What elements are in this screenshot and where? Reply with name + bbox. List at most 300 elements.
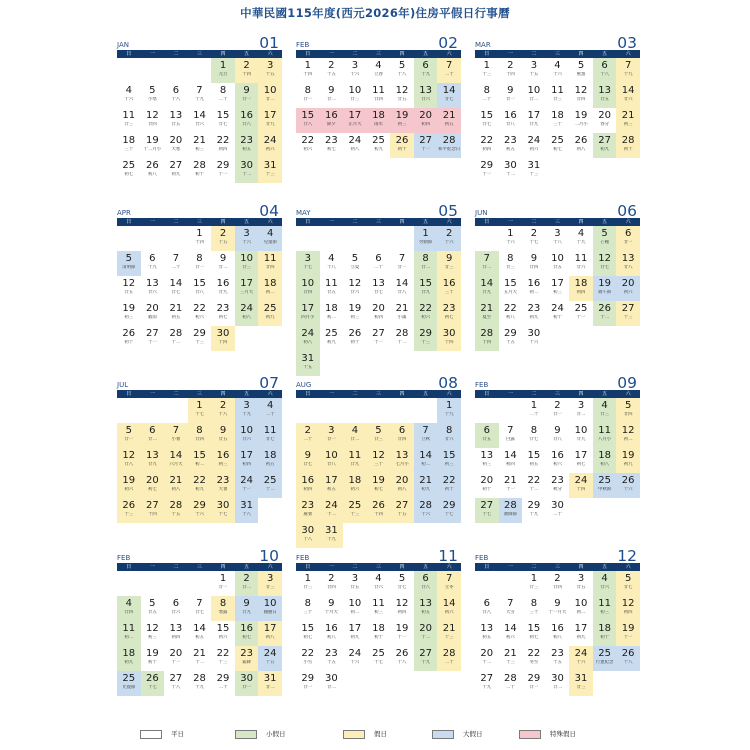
day-cell[interactable] [117, 423, 141, 448]
day-cell[interactable] [437, 251, 461, 276]
day-cell[interactable] [616, 621, 640, 646]
day-cell[interactable] [414, 251, 438, 276]
day-cell[interactable] [593, 276, 617, 301]
day-cell[interactable] [546, 473, 570, 498]
day-cell[interactable] [320, 473, 344, 498]
day-cell[interactable] [522, 133, 546, 158]
day-cell[interactable] [188, 326, 212, 351]
day-cell[interactable] [164, 108, 188, 133]
day-cell[interactable] [414, 448, 438, 473]
day-cell[interactable] [320, 448, 344, 473]
day-cell[interactable] [414, 596, 438, 621]
day-cell[interactable] [164, 83, 188, 108]
day-cell[interactable] [211, 621, 235, 646]
day-cell[interactable] [141, 473, 165, 498]
day-cell[interactable] [522, 448, 546, 473]
day-cell[interactable] [235, 251, 259, 276]
day-cell[interactable] [320, 58, 344, 83]
day-cell[interactable] [258, 276, 282, 301]
day-cell[interactable] [414, 498, 438, 523]
day-cell[interactable] [546, 498, 570, 523]
day-cell[interactable] [414, 58, 438, 83]
day-cell[interactable] [593, 448, 617, 473]
day-cell[interactable] [475, 251, 499, 276]
day-cell[interactable] [343, 276, 367, 301]
day-cell[interactable] [188, 646, 212, 671]
day-cell[interactable] [258, 646, 282, 671]
day-cell[interactable] [593, 571, 617, 596]
day-cell[interactable] [593, 423, 617, 448]
day-cell[interactable] [367, 108, 391, 133]
day-cell[interactable] [522, 571, 546, 596]
day-cell[interactable] [211, 133, 235, 158]
day-cell[interactable] [141, 423, 165, 448]
day-cell[interactable] [320, 83, 344, 108]
day-cell[interactable] [569, 473, 593, 498]
day-cell[interactable] [188, 251, 212, 276]
day-cell[interactable] [211, 226, 235, 251]
day-cell[interactable] [296, 251, 320, 276]
day-cell[interactable] [235, 473, 259, 498]
day-cell[interactable] [414, 301, 438, 326]
day-cell[interactable] [616, 571, 640, 596]
day-cell[interactable] [499, 251, 523, 276]
day-cell[interactable] [437, 226, 461, 251]
day-cell[interactable] [343, 596, 367, 621]
day-cell[interactable] [235, 671, 259, 696]
day-cell[interactable] [188, 133, 212, 158]
day-cell[interactable] [211, 448, 235, 473]
day-cell[interactable] [569, 276, 593, 301]
day-cell[interactable] [499, 326, 523, 351]
day-cell[interactable] [593, 83, 617, 108]
day-cell[interactable] [296, 83, 320, 108]
day-cell[interactable] [499, 108, 523, 133]
day-cell[interactable] [235, 276, 259, 301]
day-cell[interactable] [188, 671, 212, 696]
day-cell[interactable] [522, 276, 546, 301]
day-cell[interactable] [141, 671, 165, 696]
day-cell[interactable] [164, 158, 188, 183]
day-cell[interactable] [141, 251, 165, 276]
day-cell[interactable] [522, 423, 546, 448]
day-cell[interactable] [475, 83, 499, 108]
day-cell[interactable] [296, 596, 320, 621]
day-cell[interactable] [593, 251, 617, 276]
day-cell[interactable] [546, 301, 570, 326]
day-cell[interactable] [437, 596, 461, 621]
day-cell[interactable] [390, 251, 414, 276]
day-cell[interactable] [367, 326, 391, 351]
day-cell[interactable] [475, 158, 499, 183]
day-cell[interactable] [546, 571, 570, 596]
day-cell[interactable] [437, 326, 461, 351]
day-cell[interactable] [569, 671, 593, 696]
day-cell[interactable] [188, 423, 212, 448]
day-cell[interactable] [164, 621, 188, 646]
day-cell[interactable] [211, 473, 235, 498]
day-cell[interactable] [390, 276, 414, 301]
day-cell[interactable] [211, 158, 235, 183]
day-cell[interactable] [164, 301, 188, 326]
day-cell[interactable] [235, 58, 259, 83]
day-cell[interactable] [320, 646, 344, 671]
day-cell[interactable] [164, 596, 188, 621]
day-cell[interactable] [296, 646, 320, 671]
day-cell[interactable] [522, 398, 546, 423]
day-cell[interactable] [117, 133, 141, 158]
day-cell[interactable] [616, 596, 640, 621]
day-cell[interactable] [475, 423, 499, 448]
day-cell[interactable] [211, 671, 235, 696]
day-cell[interactable] [211, 596, 235, 621]
day-cell[interactable] [616, 58, 640, 83]
day-cell[interactable] [164, 671, 188, 696]
day-cell[interactable] [414, 83, 438, 108]
day-cell[interactable] [475, 498, 499, 523]
day-cell[interactable] [367, 83, 391, 108]
day-cell[interactable] [367, 473, 391, 498]
day-cell[interactable] [546, 83, 570, 108]
day-cell[interactable] [522, 301, 546, 326]
day-cell[interactable] [616, 448, 640, 473]
day-cell[interactable] [522, 83, 546, 108]
day-cell[interactable] [141, 326, 165, 351]
day-cell[interactable] [390, 326, 414, 351]
day-cell[interactable] [164, 498, 188, 523]
day-cell[interactable] [211, 571, 235, 596]
day-cell[interactable] [593, 58, 617, 83]
day-cell[interactable] [367, 646, 391, 671]
day-cell[interactable] [499, 276, 523, 301]
day-cell[interactable] [390, 133, 414, 158]
day-cell[interactable] [320, 276, 344, 301]
day-cell[interactable] [367, 621, 391, 646]
day-cell[interactable] [390, 83, 414, 108]
day-cell[interactable] [546, 621, 570, 646]
day-cell[interactable] [235, 398, 259, 423]
day-cell[interactable] [475, 133, 499, 158]
day-cell[interactable] [235, 498, 259, 523]
day-cell[interactable] [414, 326, 438, 351]
day-cell[interactable] [164, 251, 188, 276]
day-cell[interactable] [258, 226, 282, 251]
day-cell[interactable] [258, 83, 282, 108]
day-cell[interactable] [211, 276, 235, 301]
day-cell[interactable] [499, 423, 523, 448]
day-cell[interactable] [343, 301, 367, 326]
day-cell[interactable] [188, 498, 212, 523]
day-cell[interactable] [235, 448, 259, 473]
day-cell[interactable] [569, 398, 593, 423]
day-cell[interactable] [414, 108, 438, 133]
day-cell[interactable] [499, 498, 523, 523]
day-cell[interactable] [593, 596, 617, 621]
day-cell[interactable] [499, 83, 523, 108]
day-cell[interactable] [522, 226, 546, 251]
day-cell[interactable] [475, 301, 499, 326]
day-cell[interactable] [522, 646, 546, 671]
day-cell[interactable] [164, 448, 188, 473]
day-cell[interactable] [367, 423, 391, 448]
day-cell[interactable] [499, 226, 523, 251]
day-cell[interactable] [546, 646, 570, 671]
day-cell[interactable] [235, 596, 259, 621]
day-cell[interactable] [522, 671, 546, 696]
day-cell[interactable] [522, 473, 546, 498]
day-cell[interactable] [499, 646, 523, 671]
day-cell[interactable] [499, 671, 523, 696]
day-cell[interactable] [188, 226, 212, 251]
day-cell[interactable] [343, 646, 367, 671]
day-cell[interactable] [141, 646, 165, 671]
day-cell[interactable] [475, 621, 499, 646]
day-cell[interactable] [546, 596, 570, 621]
day-cell[interactable] [117, 596, 141, 621]
day-cell[interactable] [235, 423, 259, 448]
day-cell[interactable] [235, 108, 259, 133]
day-cell[interactable] [141, 158, 165, 183]
day-cell[interactable] [522, 621, 546, 646]
day-cell[interactable] [390, 596, 414, 621]
day-cell[interactable] [522, 58, 546, 83]
day-cell[interactable] [437, 301, 461, 326]
day-cell[interactable] [258, 621, 282, 646]
day-cell[interactable] [390, 473, 414, 498]
day-cell[interactable] [211, 646, 235, 671]
day-cell[interactable] [235, 133, 259, 158]
day-cell[interactable] [616, 276, 640, 301]
day-cell[interactable] [117, 671, 141, 696]
day-cell[interactable] [235, 646, 259, 671]
day-cell[interactable] [522, 158, 546, 183]
day-cell[interactable] [296, 423, 320, 448]
day-cell[interactable] [414, 423, 438, 448]
day-cell[interactable] [569, 646, 593, 671]
day-cell[interactable] [499, 133, 523, 158]
day-cell[interactable] [593, 301, 617, 326]
day-cell[interactable] [522, 251, 546, 276]
day-cell[interactable] [117, 83, 141, 108]
day-cell[interactable] [616, 646, 640, 671]
day-cell[interactable] [141, 301, 165, 326]
day-cell[interactable] [296, 58, 320, 83]
day-cell[interactable] [164, 326, 188, 351]
day-cell[interactable] [367, 571, 391, 596]
day-cell[interactable] [414, 133, 438, 158]
day-cell[interactable] [117, 326, 141, 351]
day-cell[interactable] [117, 251, 141, 276]
day-cell[interactable] [499, 301, 523, 326]
day-cell[interactable] [437, 448, 461, 473]
day-cell[interactable] [117, 108, 141, 133]
day-cell[interactable] [188, 621, 212, 646]
day-cell[interactable] [211, 423, 235, 448]
day-cell[interactable] [593, 473, 617, 498]
day-cell[interactable] [258, 133, 282, 158]
day-cell[interactable] [546, 251, 570, 276]
day-cell[interactable] [320, 133, 344, 158]
day-cell[interactable] [320, 498, 344, 523]
day-cell[interactable] [367, 301, 391, 326]
day-cell[interactable] [616, 133, 640, 158]
day-cell[interactable] [188, 398, 212, 423]
day-cell[interactable] [437, 58, 461, 83]
day-cell[interactable] [141, 276, 165, 301]
day-cell[interactable] [367, 596, 391, 621]
day-cell[interactable] [164, 473, 188, 498]
day-cell[interactable] [117, 498, 141, 523]
day-cell[interactable] [616, 83, 640, 108]
day-cell[interactable] [499, 448, 523, 473]
day-cell[interactable] [437, 621, 461, 646]
day-cell[interactable] [188, 108, 212, 133]
day-cell[interactable] [475, 326, 499, 351]
day-cell[interactable] [499, 621, 523, 646]
day-cell[interactable] [320, 423, 344, 448]
day-cell[interactable] [188, 83, 212, 108]
day-cell[interactable] [367, 58, 391, 83]
day-cell[interactable] [188, 158, 212, 183]
day-cell[interactable] [390, 571, 414, 596]
day-cell[interactable] [593, 226, 617, 251]
day-cell[interactable] [164, 133, 188, 158]
day-cell[interactable] [546, 398, 570, 423]
day-cell[interactable] [569, 448, 593, 473]
day-cell[interactable] [320, 108, 344, 133]
day-cell[interactable] [437, 571, 461, 596]
day-cell[interactable] [390, 58, 414, 83]
day-cell[interactable] [296, 621, 320, 646]
day-cell[interactable] [258, 58, 282, 83]
day-cell[interactable] [343, 58, 367, 83]
day-cell[interactable] [211, 498, 235, 523]
day-cell[interactable] [343, 571, 367, 596]
day-cell[interactable] [211, 108, 235, 133]
day-cell[interactable] [117, 301, 141, 326]
day-cell[interactable] [569, 108, 593, 133]
day-cell[interactable] [211, 58, 235, 83]
day-cell[interactable] [141, 596, 165, 621]
day-cell[interactable] [593, 133, 617, 158]
day-cell[interactable] [296, 133, 320, 158]
day-cell[interactable] [141, 448, 165, 473]
day-cell[interactable] [343, 326, 367, 351]
day-cell[interactable] [475, 646, 499, 671]
day-cell[interactable] [437, 498, 461, 523]
day-cell[interactable] [437, 133, 461, 158]
day-cell[interactable] [546, 133, 570, 158]
day-cell[interactable] [390, 301, 414, 326]
day-cell[interactable] [258, 473, 282, 498]
day-cell[interactable] [569, 596, 593, 621]
day-cell[interactable] [343, 251, 367, 276]
day-cell[interactable] [437, 276, 461, 301]
day-cell[interactable] [258, 398, 282, 423]
day-cell[interactable] [235, 571, 259, 596]
day-cell[interactable] [235, 226, 259, 251]
day-cell[interactable] [414, 473, 438, 498]
day-cell[interactable] [258, 301, 282, 326]
day-cell[interactable] [546, 448, 570, 473]
day-cell[interactable] [320, 671, 344, 696]
day-cell[interactable] [258, 251, 282, 276]
day-cell[interactable] [258, 108, 282, 133]
day-cell[interactable] [522, 326, 546, 351]
day-cell[interactable] [320, 301, 344, 326]
day-cell[interactable] [475, 473, 499, 498]
day-cell[interactable] [117, 158, 141, 183]
day-cell[interactable] [390, 621, 414, 646]
day-cell[interactable] [320, 571, 344, 596]
day-cell[interactable] [414, 621, 438, 646]
day-cell[interactable] [569, 226, 593, 251]
day-cell[interactable] [546, 226, 570, 251]
day-cell[interactable] [414, 276, 438, 301]
day-cell[interactable] [616, 423, 640, 448]
day-cell[interactable] [296, 571, 320, 596]
day-cell[interactable] [616, 251, 640, 276]
day-cell[interactable] [390, 646, 414, 671]
day-cell[interactable] [235, 158, 259, 183]
day-cell[interactable] [616, 301, 640, 326]
day-cell[interactable] [235, 301, 259, 326]
day-cell[interactable] [569, 83, 593, 108]
day-cell[interactable] [593, 621, 617, 646]
day-cell[interactable] [437, 83, 461, 108]
day-cell[interactable] [141, 621, 165, 646]
day-cell[interactable] [117, 276, 141, 301]
day-cell[interactable] [141, 498, 165, 523]
day-cell[interactable] [616, 226, 640, 251]
day-cell[interactable] [320, 251, 344, 276]
day-cell[interactable] [343, 621, 367, 646]
day-cell[interactable] [258, 596, 282, 621]
day-cell[interactable] [320, 621, 344, 646]
day-cell[interactable] [616, 473, 640, 498]
day-cell[interactable] [569, 423, 593, 448]
day-cell[interactable] [367, 276, 391, 301]
day-cell[interactable] [367, 498, 391, 523]
day-cell[interactable] [343, 133, 367, 158]
day-cell[interactable] [475, 276, 499, 301]
day-cell[interactable] [475, 448, 499, 473]
day-cell[interactable] [343, 83, 367, 108]
day-cell[interactable] [188, 473, 212, 498]
day-cell[interactable] [296, 498, 320, 523]
day-cell[interactable] [414, 226, 438, 251]
day-cell[interactable] [437, 646, 461, 671]
day-cell[interactable] [343, 423, 367, 448]
day-cell[interactable] [390, 108, 414, 133]
day-cell[interactable] [499, 158, 523, 183]
day-cell[interactable] [569, 58, 593, 83]
day-cell[interactable] [414, 571, 438, 596]
day-cell[interactable] [569, 621, 593, 646]
day-cell[interactable] [475, 108, 499, 133]
day-cell[interactable] [188, 276, 212, 301]
day-cell[interactable] [320, 326, 344, 351]
day-cell[interactable] [367, 133, 391, 158]
day-cell[interactable] [320, 596, 344, 621]
day-cell[interactable] [475, 58, 499, 83]
day-cell[interactable] [546, 276, 570, 301]
day-cell[interactable] [164, 646, 188, 671]
day-cell[interactable] [546, 108, 570, 133]
day-cell[interactable] [343, 473, 367, 498]
day-cell[interactable] [211, 251, 235, 276]
day-cell[interactable] [211, 398, 235, 423]
